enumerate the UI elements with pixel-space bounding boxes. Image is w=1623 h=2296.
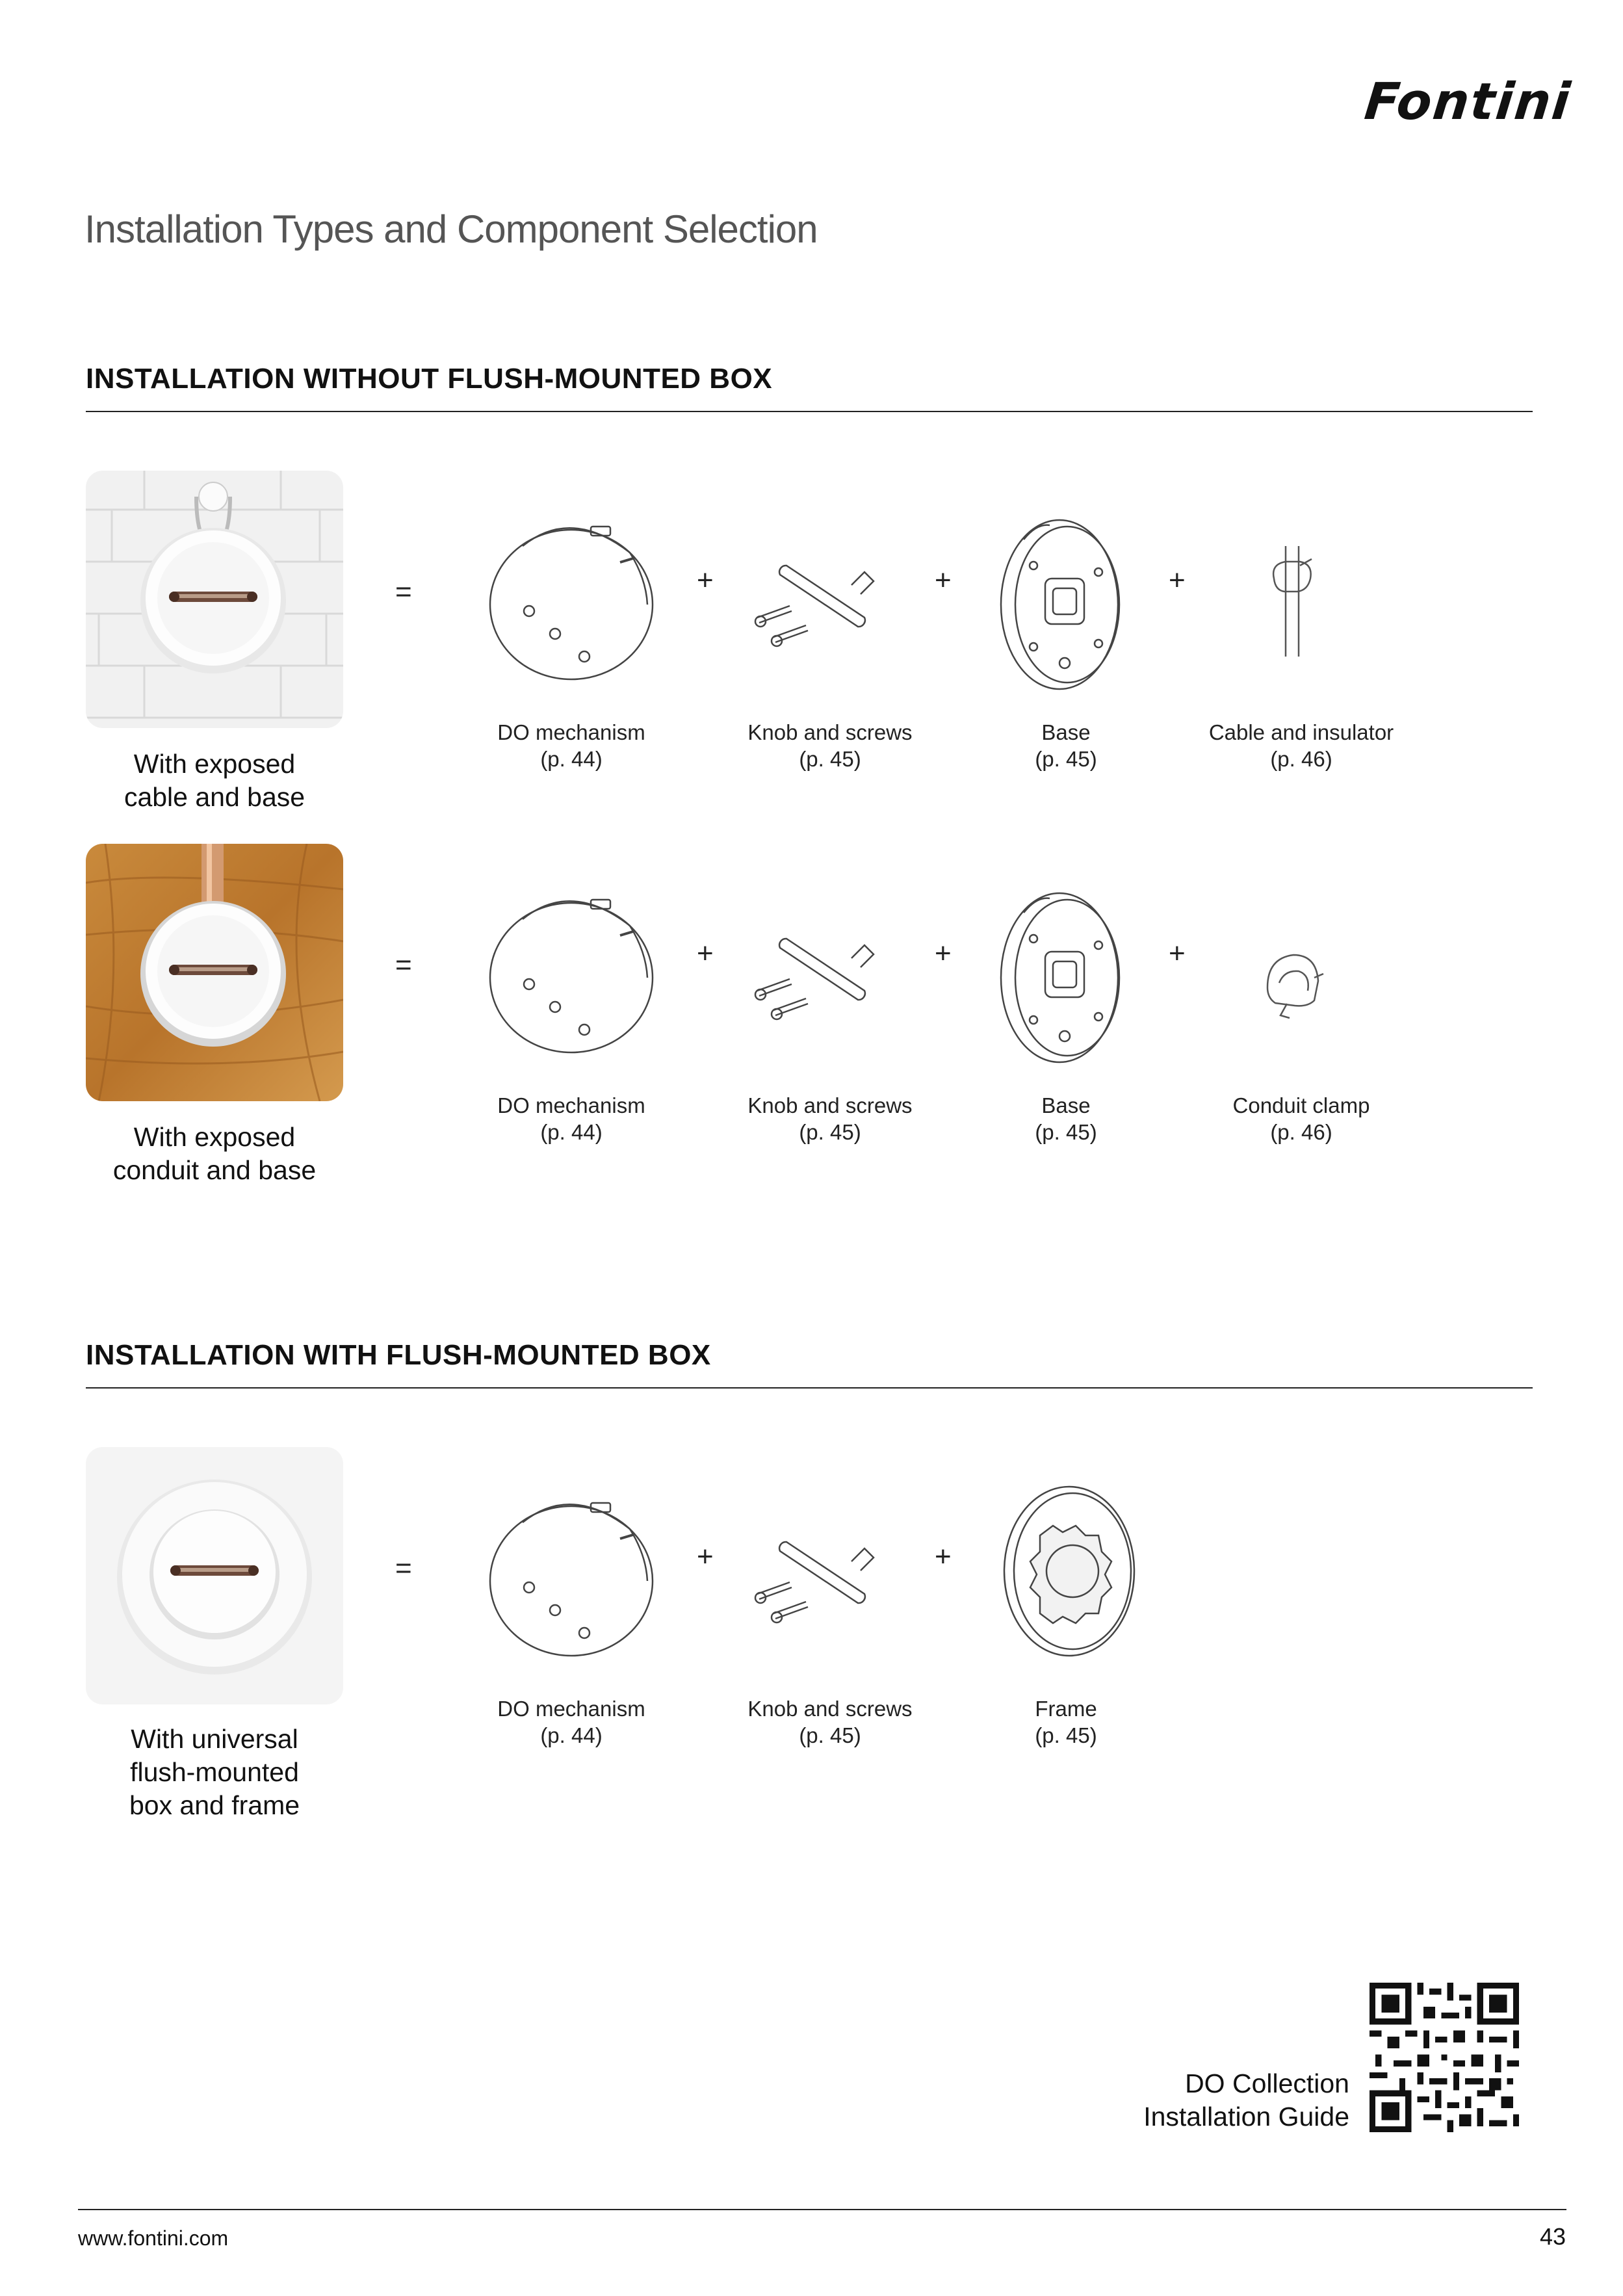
- fontini-logo: Fontini: [1362, 73, 1574, 131]
- footer-url[interactable]: www.fontini.com: [78, 2226, 229, 2250]
- part-label: [713, 1092, 947, 1145]
- section-divider: [86, 1387, 1533, 1389]
- part-name: DO mechanism: [497, 720, 645, 744]
- plus-sign: +: [935, 1541, 952, 1572]
- section-divider: [86, 411, 1533, 412]
- part-label: [454, 1092, 688, 1145]
- do-mechanism-drawing: [471, 1477, 672, 1678]
- part-name: Cable and insulator: [1208, 720, 1394, 744]
- part-page-ref: (p. 44): [540, 1120, 603, 1144]
- part-label: [949, 1092, 1183, 1145]
- caption-line: With exposed: [133, 1122, 296, 1152]
- knob-and-screws-drawing: [728, 880, 929, 1082]
- plus-sign: +: [935, 564, 952, 596]
- equals-sign: =: [395, 1552, 412, 1584]
- part-name: Knob and screws: [747, 1093, 913, 1117]
- part-label: [454, 1695, 688, 1749]
- part-label: [454, 719, 688, 772]
- part-name: Conduit clamp: [1232, 1093, 1370, 1117]
- part-page-ref: (p. 45): [1035, 747, 1097, 771]
- plus-sign: +: [697, 1541, 714, 1572]
- part-name: Base: [1041, 720, 1091, 744]
- photo-flush-mounted: [86, 1447, 343, 1704]
- part-page-ref: (p. 45): [1035, 1723, 1097, 1747]
- part-name: DO mechanism: [497, 1697, 645, 1721]
- part-page-ref: (p. 45): [1035, 1120, 1097, 1144]
- caption-line: box and frame: [129, 1790, 300, 1820]
- do-mechanism-drawing: [471, 501, 672, 702]
- caption-exposed-conduit: [86, 1121, 343, 1187]
- part-page-ref: (p. 46): [1270, 747, 1332, 771]
- page-number: 43: [1539, 2223, 1566, 2250]
- page-title: Installation Types and Component Selection: [84, 207, 818, 251]
- part-page-ref: (p. 44): [540, 747, 603, 771]
- section-heading-with-box: INSTALLATION WITH FLUSH-MOUNTED BOX: [86, 1339, 711, 1371]
- do-mechanism-drawing: [471, 874, 672, 1075]
- section-heading-without-box: INSTALLATION WITHOUT FLUSH-MOUNTED BOX: [86, 363, 773, 395]
- cable-and-insulator-drawing: [1202, 468, 1404, 670]
- base-drawing: [962, 874, 1163, 1075]
- part-name: Frame: [1035, 1697, 1097, 1721]
- part-label: [1184, 1092, 1418, 1145]
- part-label: [713, 719, 947, 772]
- part-page-ref: (p. 45): [799, 747, 861, 771]
- plus-sign: +: [1169, 937, 1186, 969]
- caption-line: With exposed: [133, 749, 296, 779]
- conduit-clamp-drawing: [1202, 874, 1404, 1075]
- part-page-ref: (p. 46): [1270, 1120, 1332, 1144]
- qr-caption-line: Installation Guide: [1143, 2102, 1349, 2132]
- part-name: Knob and screws: [747, 1697, 913, 1721]
- footer-divider: [78, 2209, 1566, 2210]
- part-label: [1184, 719, 1418, 772]
- photo-exposed-conduit: [86, 844, 343, 1101]
- part-label: [949, 1695, 1183, 1749]
- part-name: Base: [1041, 1093, 1091, 1117]
- equals-sign: =: [395, 949, 412, 981]
- caption-line: conduit and base: [112, 1155, 317, 1185]
- caption-line: flush-mounted: [130, 1757, 299, 1787]
- knob-and-screws-drawing: [728, 507, 929, 709]
- plus-sign: +: [697, 564, 714, 596]
- qr-code[interactable]: [1370, 1983, 1519, 2132]
- caption-line: With universal: [131, 1724, 298, 1754]
- part-label: [949, 719, 1183, 772]
- caption-exposed-cable: [86, 748, 343, 814]
- plus-sign: +: [935, 937, 952, 969]
- part-page-ref: (p. 45): [799, 1723, 861, 1747]
- base-drawing: [962, 501, 1163, 702]
- qr-caption-line: DO Collection: [1185, 2068, 1349, 2098]
- knob-and-screws-drawing: [728, 1483, 929, 1685]
- part-name: Knob and screws: [747, 720, 913, 744]
- caption-flush-mounted: [86, 1723, 343, 1822]
- part-page-ref: (p. 45): [799, 1120, 861, 1144]
- equals-sign: =: [395, 576, 412, 608]
- part-name: DO mechanism: [497, 1093, 645, 1117]
- part-page-ref: (p. 44): [540, 1723, 603, 1747]
- plus-sign: +: [1169, 564, 1186, 596]
- photo-exposed-cable: [86, 471, 343, 728]
- frame-drawing: [968, 1470, 1170, 1672]
- plus-sign: +: [697, 937, 714, 969]
- qr-caption: [1143, 2067, 1349, 2133]
- caption-line: cable and base: [123, 782, 305, 812]
- part-label: [713, 1695, 947, 1749]
